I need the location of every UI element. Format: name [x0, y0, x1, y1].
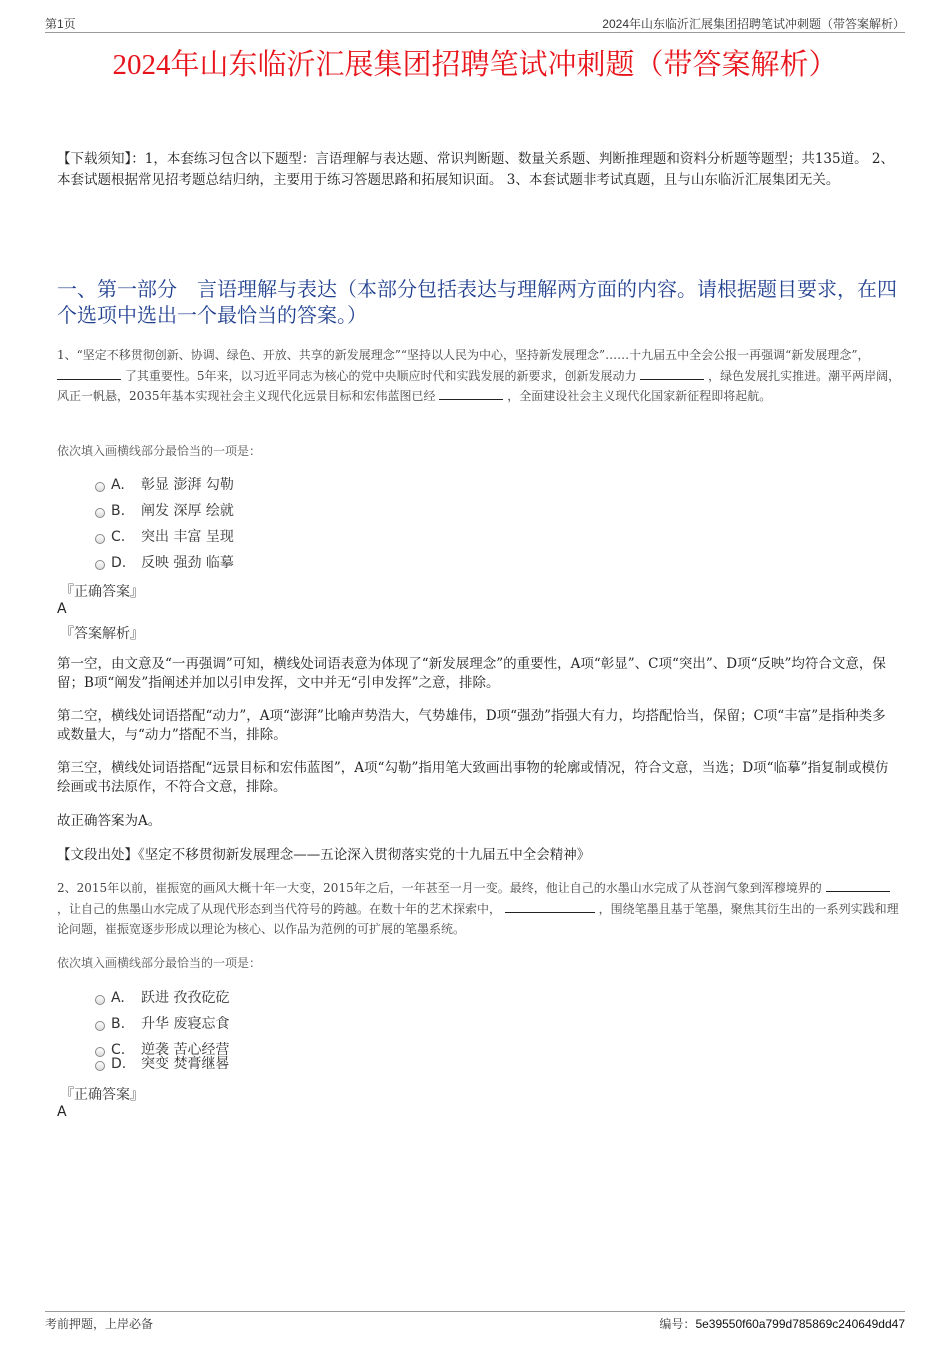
option-letter: B.	[111, 503, 126, 519]
option-letter: A.	[111, 990, 125, 1006]
option-text: 彰显 澎湃 勾勒	[141, 477, 234, 493]
option-b[interactable]	[95, 1014, 229, 1034]
correct-answer-value: A	[57, 1104, 67, 1120]
option-letter: C.	[111, 529, 126, 545]
radio-icon[interactable]	[95, 508, 105, 518]
analysis-paragraph-3: 第三空，横线处词语搭配“远景目标和宏伟蓝图”，A项“勾勒”指用笔大致画出事物的轮廓或情况，符合文意，当选；D项“临摹”指复制或模仿绘画或书法原作，不符合文意，排除。	[57, 760, 889, 795]
option-b[interactable]	[95, 501, 234, 521]
code-value: 5e39550f60a799d785869c240649dd47	[695, 1317, 905, 1331]
page-number: 第1页	[45, 17, 76, 31]
option-letter: B.	[111, 1016, 126, 1032]
stem-text: 1、“坚定不移贯彻创新、协调、绿色、开放、共享的新发展理念”“坚持以人民为中心，坚持新发展理念”……十九届五中全会公报一再强调“新发展理念”，	[57, 348, 870, 362]
page-header	[45, 14, 905, 33]
analysis-paragraph-2: 第二空，横线处词语搭配“动力”，A项“澎湃”比喻声势浩大，气势雄伟，D项“强劲”指强大有力，均搭配恰当，保留；C项“丰富”是指种类多或数量大，与“动力”搭配不当，排除。	[57, 708, 886, 743]
question-1-stem	[57, 345, 902, 407]
option-text: 阐发 深厚 绘就	[141, 503, 234, 519]
option-a[interactable]	[95, 988, 229, 1008]
question-1-prompt: 依次填入画横线部分最恰当的一项是：	[57, 444, 262, 458]
analysis-paragraph-1: 第一空，由文意及“一再强调”可知，横线处词语表意为体现了“新发展理念”的重要性，A项“彰显”、C项“突出”、D项“反映”均符合文意，保留；B项“阐发”指阐述并加以引申发挥，文中并无“引申发挥”之意，排除。	[57, 656, 886, 691]
option-text: 突变 焚膏继晷	[141, 1056, 230, 1072]
option-a[interactable]	[95, 475, 234, 495]
blank-1	[826, 879, 890, 892]
option-text: 突出 丰富 呈现	[141, 529, 234, 545]
header-doc-title: 2024年山东临沂汇展集团招聘笔试冲刺题（带答案解析）	[602, 17, 905, 31]
question-2-prompt: 依次填入画横线部分最恰当的一项是：	[57, 956, 262, 970]
radio-icon[interactable]	[95, 482, 105, 492]
blank-1	[57, 367, 121, 380]
correct-answer-value: A	[57, 601, 67, 617]
option-text: 逆袭 苦心经营	[141, 1042, 230, 1058]
section-heading: 一、第一部分 言语理解与表达（本部分包括表达与理解两方面的内容。请根据题目要求，在四个选项中选出一个最恰当的答案。）	[57, 277, 897, 327]
stem-text: 了其重要性。5年来，以习近平同志为核心的党中央顺应时代和实践发展的新要求，创新发展动力	[124, 368, 637, 383]
option-text: 升华 废寝忘食	[141, 1016, 230, 1032]
footer-slogan: 考前押题，上岸必备	[45, 1317, 154, 1331]
option-c[interactable]	[95, 527, 234, 547]
document-title: 2024年山东临沂汇展集团招聘笔试冲刺题（带答案解析）	[112, 49, 838, 81]
correct-answer-label: 『正确答案』	[60, 584, 144, 600]
analysis-label: 『答案解析』	[60, 626, 144, 642]
blank-3	[439, 387, 503, 400]
option-text: 反映 强劲 临摹	[141, 555, 234, 571]
page-footer	[45, 1311, 905, 1332]
stem-text: ，绿色发展扎实推进。潮平两岸阔，风正一帆悬，2035年基本实现社会主义现代化远景目标和宏伟蓝图已经	[57, 368, 901, 403]
option-letter: C.	[111, 1042, 126, 1058]
blank-2	[505, 900, 595, 913]
stem-text: ，围绕笔墨且基于笔墨，聚焦其衍生出的一系列实践和理论问题，崔振宽逐步形成以理论为核心、以作品为范例的可扩展的笔墨系统。	[57, 901, 899, 936]
code-label: 编号：	[659, 1317, 696, 1331]
download-notice: 【下载须知】：1，本套练习包含以下题型：言语理解与表达题、常识判断题、数量关系题、判断推理题和资料分析题等题型；共135道。 2、本套试题根据常见招考题总结归纳，主要用于练习答题思路和拓展知识面。 3、本套试题非考试真题，且与山东临沂汇展集团无关。	[57, 151, 894, 188]
radio-icon[interactable]	[95, 534, 105, 544]
option-letter: D.	[111, 1056, 127, 1072]
option-letter: A.	[111, 477, 125, 493]
option-text: 跃进 孜孜矻矻	[141, 990, 230, 1006]
radio-icon[interactable]	[95, 560, 105, 570]
radio-icon[interactable]	[95, 1021, 105, 1031]
option-letter: D.	[111, 555, 127, 571]
correct-answer-label: 『正确答案』	[60, 1087, 144, 1103]
source-citation: 【文段出处】《坚定不移贯彻新发展理念——五论深入贯彻落实党的十九届五中全会精神》	[57, 847, 591, 863]
option-d[interactable]	[95, 553, 234, 573]
radio-icon[interactable]	[95, 995, 105, 1005]
option-d[interactable]	[95, 1054, 229, 1074]
analysis-conclusion: 故正确答案为A。	[57, 813, 162, 829]
footer-code	[659, 1315, 905, 1332]
question-2-stem	[57, 878, 902, 940]
stem-text: ，让自己的焦墨山水完成了从现代形态到当代符号的跨越。在数十年的艺术探索中，	[57, 901, 502, 916]
stem-text: 2、2015年以前，崔振宽的画风大概十年一大变，2015年之后，一年甚至一月一变。最终，他让自己的水墨山水完成了从苍润气象到浑穆境界的	[57, 881, 822, 895]
radio-icon[interactable]	[95, 1061, 105, 1071]
stem-text: ，全面建设社会主义现代化国家新征程即将起航。	[507, 389, 772, 403]
blank-2	[640, 367, 704, 380]
